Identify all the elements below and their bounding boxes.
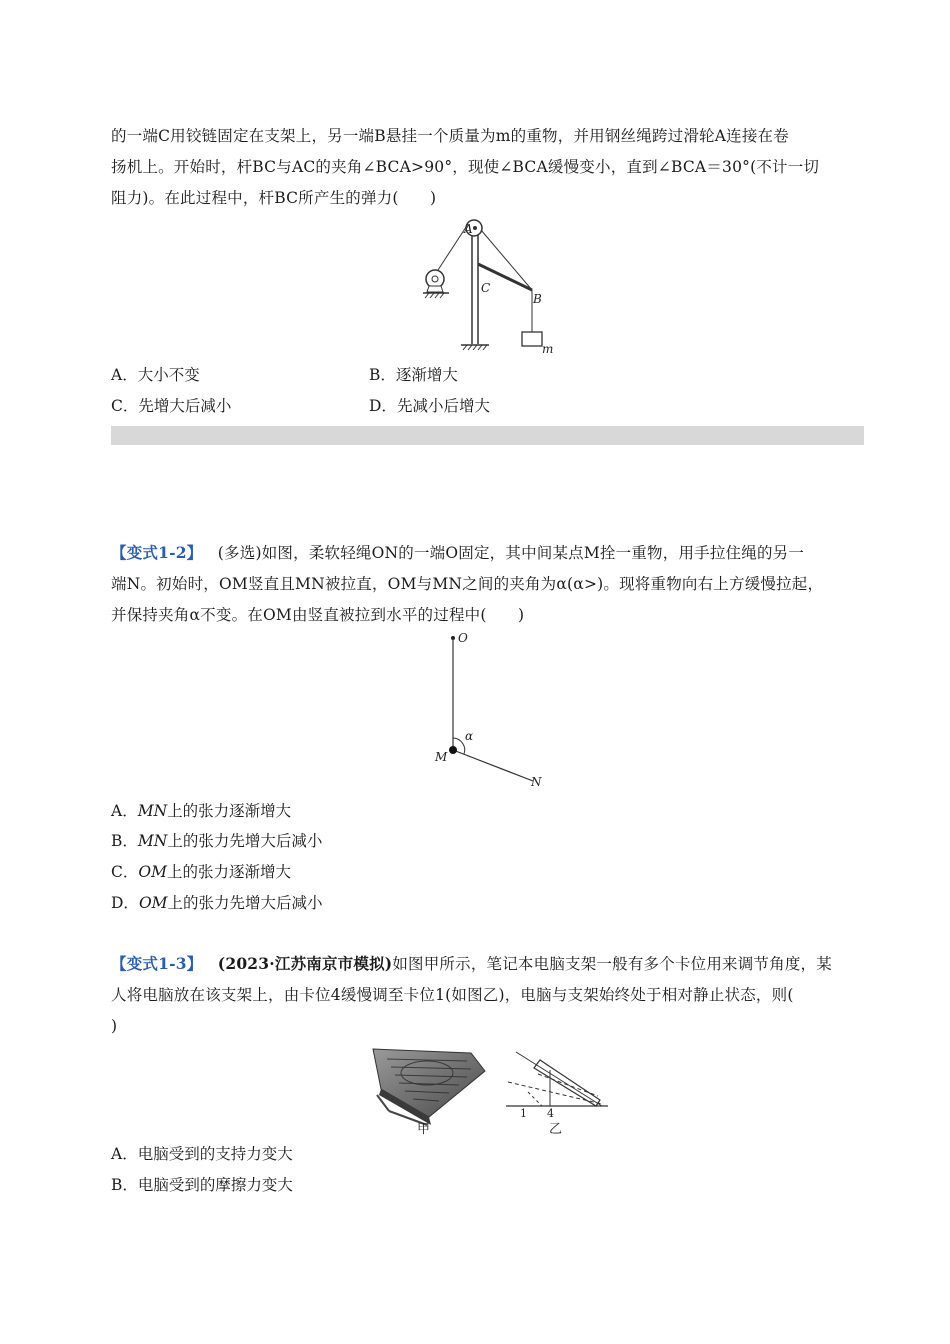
label-pos4: 4 <box>547 1107 554 1120</box>
q1-crane-figure <box>415 212 565 357</box>
label-b: B <box>533 292 542 306</box>
q1-option-c: C．先增大后减小 <box>111 397 232 415</box>
label-yi: 乙 <box>549 1122 563 1137</box>
label-n: N <box>531 775 542 789</box>
mass-block <box>522 332 542 346</box>
q2-option-b: B．MN上的张力先增大后减小 <box>111 832 323 850</box>
q2-stem-line-1: 【变式1-2】 (多选)如图，柔软轻绳ON的一端O固定，其中间某点M拴一重物，用手拉住绳的另一 <box>111 543 805 562</box>
label-o: O <box>458 631 468 645</box>
label-m: M <box>435 750 448 764</box>
q3-stem-line-2: 人将电脑放在该支架上，由卡位4缓慢调至卡位1(如图乙)，电脑与支架始终处于相对静止状态，则( <box>111 986 794 1004</box>
weight-point <box>449 746 457 754</box>
q2-option-c: C．OM上的张力逐渐增大 <box>111 863 291 881</box>
q3-stem <box>111 948 865 1042</box>
q3-option-a: A．电脑受到的支持力变大 <box>111 1145 293 1163</box>
label-a: A <box>464 222 473 236</box>
label-c: C <box>481 281 491 295</box>
rope-mn <box>453 750 533 781</box>
q1-stem-line-3: 阻力)。在此过程中，杆BC所产生的弹力( ) <box>111 189 437 207</box>
q1-stem-line-2: 扬机上。开始时，杆BC与AC的夹角∠BCA>90°，现使∠BCA缓慢变小，直到∠BCA＝30°(不计一切 <box>111 158 820 176</box>
label-jia: 甲 <box>417 1122 431 1137</box>
q1-stem <box>111 121 865 214</box>
q2-stem-line-2: 端N。初始时，OM竖直且MN被拉直，OM与MN之间的夹角为α(α>)。现将重物向右上方缓慢拉起， <box>111 575 824 593</box>
label-alpha: α <box>465 729 474 743</box>
q2-tag: 【变式1-2】 <box>111 543 203 562</box>
q2-rope-figure <box>425 628 555 793</box>
answer-placeholder-bar <box>111 426 864 445</box>
q3-stem-line-3: ) <box>111 1017 118 1035</box>
q1-stem-line-1: 的一端C用铰链固定在支架上，另一端B悬挂一个质量为m的重物，并用钢丝绳跨过滑轮A连接在卷 <box>111 127 789 145</box>
q1-option-a: A．大小不变 <box>111 366 200 384</box>
q3-stand-schematic <box>502 1048 612 1138</box>
q1-option-d: D．先减小后增大 <box>369 397 490 415</box>
q2-option-a: A．MN上的张力逐渐增大 <box>111 802 292 820</box>
q2-option-d: D．OM上的张力先增大后减小 <box>111 894 323 912</box>
q3-source: (2023·江苏南京市模拟) <box>217 954 393 973</box>
q1-option-b: B．逐渐增大 <box>369 366 458 384</box>
label-pos1: 1 <box>520 1107 527 1120</box>
label-m: m <box>542 342 554 356</box>
q3-stem-line-1: 【变式1-3】 (2023·江苏南京市模拟)如图甲所示，笔记本电脑支架一般有多个卡位用来调节角度，某 <box>111 954 832 973</box>
q2-stem <box>111 537 865 631</box>
q3-laptop-stand-photo <box>367 1045 489 1137</box>
q2-stem-line-3: 并保持夹角α不变。在OM由竖直被拉到水平的过程中( ) <box>111 606 525 624</box>
q3-tag: 【变式1-3】 <box>111 954 203 973</box>
q3-option-b: B．电脑受到的摩擦力变大 <box>111 1176 293 1194</box>
